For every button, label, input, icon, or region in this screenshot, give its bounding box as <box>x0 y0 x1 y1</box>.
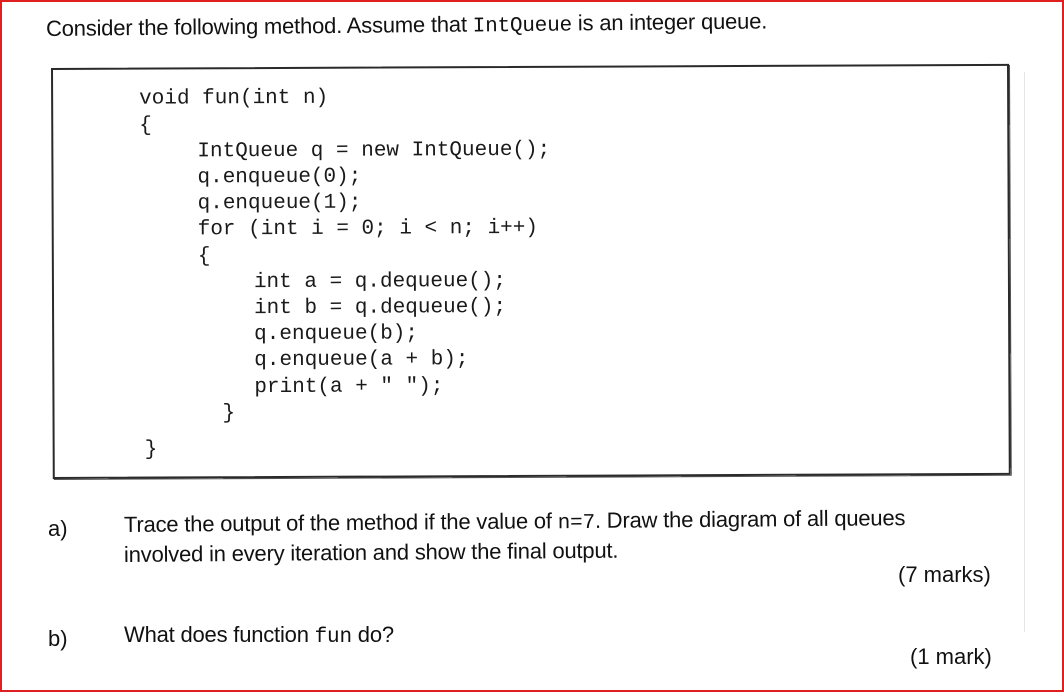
code-box <box>51 64 1011 479</box>
code-line: print(a + " "); <box>254 375 444 400</box>
question-a-marks: (7 marks) <box>898 562 991 587</box>
scan-edge-line <box>1024 72 1025 632</box>
code-line: { <box>197 245 211 269</box>
code-line: for (int i = 0; i < n; i++) <box>197 216 539 242</box>
code-line: int b = q.dequeue(); <box>254 296 507 321</box>
intro-code-term: IntQueue <box>472 14 573 39</box>
code-line: q.enqueue(a + b); <box>254 348 469 373</box>
intro-text <box>46 8 767 43</box>
question-b-label: b) <box>48 626 68 651</box>
question-a-label: a) <box>48 516 68 541</box>
question-b-code: fun <box>314 626 352 649</box>
question-a-suffix: . Draw the diagram of all queues <box>594 505 906 533</box>
question-b-text <box>124 620 394 653</box>
code-line: int a = q.dequeue(); <box>253 270 507 295</box>
intro-suffix: is an integer queue. <box>571 8 768 36</box>
code-line: void fun(int n) <box>139 86 329 111</box>
code-line: IntQueue q = new IntQueue(); <box>197 138 551 164</box>
intro-prefix: Consider the following method. Assume that <box>45 11 473 41</box>
question-a-line-2: involved in every iteration and show the final output. <box>123 537 619 567</box>
question-b-suffix: do? <box>351 622 394 647</box>
code-line: q.enqueue(0); <box>197 165 362 190</box>
code-line: } <box>144 438 158 462</box>
code-line: q.enqueue(b); <box>254 322 419 347</box>
question-b-prefix: What does function <box>124 622 315 647</box>
question-a-prefix: Trace the output of the method if the value of <box>123 508 558 537</box>
code-line: q.enqueue(1); <box>197 191 362 216</box>
code-line: } <box>222 402 236 426</box>
question-b-marks: (1 mark) <box>910 644 992 669</box>
code-line: { <box>139 114 152 138</box>
question-a-code: n=7 <box>557 511 596 536</box>
